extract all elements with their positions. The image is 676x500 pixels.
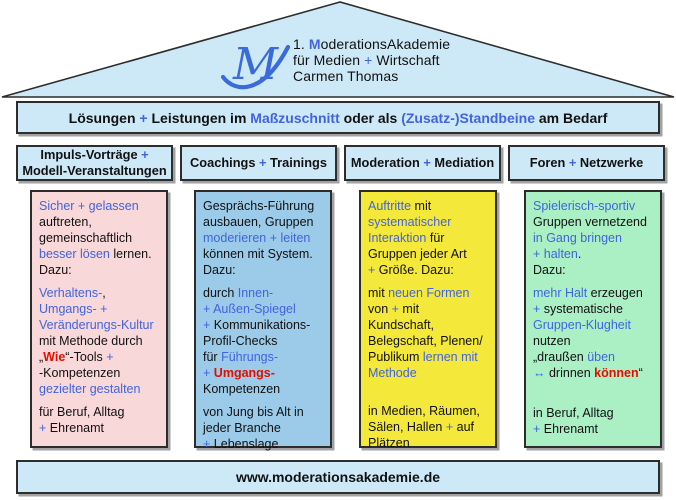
svg-text:M: M <box>233 39 279 90</box>
column-body-impuls-vortraege: Sicher + gelassen auftreten, gemeinschaftlich besser lösen lernen. Dazu: Verhaltens-, Umgangs- + Veränderungs-Kultur mit Methode durch „Wie“-Tools + -Kompetenzen gezielter gestalten für Beruf, Alltag + Ehrenamt <box>30 190 168 448</box>
column-body-coachings-trainings: Gesprächs-Führung ausbauen, Gruppen moderieren + leiten können mit System. Dazu: durch Innen- + Außen-Spiegel + Kommunikations- Profil-Checks für Führungs- + Umgangs- Kompetenzen von Jung bis Alt in jeder Branche + Lebenslage <box>194 190 332 448</box>
footer-url-text: www.moderationsakademie.de <box>235 469 441 485</box>
footer-url <box>16 460 660 494</box>
roof-title: 1. ModerationsAkademie für Medien + Wirtschaft Carmen Thomas <box>293 36 451 84</box>
column-header-foren-netzwerke: Foren + Netzwerke <box>508 145 665 181</box>
column-body-moderation-mediation: Auftritte mit systematischer Interaktion für Gruppen jeder Art + Größe. Dazu: mit neuen Formen von + mit Kundschaft, Belegschaft, Plenen/ Publikum lernen mit Methode in Medien, Räumen, Sälen, Hallen + auf Plätzen <box>359 190 497 448</box>
column-header-moderation-mediation: Moderation + Mediation <box>344 145 501 181</box>
column-body-foren-netzwerke: Spielerisch-sportiv Gruppen vernetzend in Gang bringen + halten. Dazu: mehr Halt erzeugen + systematische Gruppen-Klugheit nutzen „draußen üben ↔ drinnen können“ in Beruf, Alltag + Ehrenamt <box>524 190 662 448</box>
akademie-m-swoosh-logo-icon <box>221 33 293 97</box>
column-header-coachings-trainings: Coachings + Trainings <box>180 145 337 181</box>
column-header-impuls-vortraege: Impuls-Vorträge + Modell-Veranstaltungen <box>16 145 173 181</box>
banner-text: Lösungen + Leistungen im Maßzuschnitt oder als (Zusatz-)Standbeine am Bedarf <box>16 101 660 134</box>
